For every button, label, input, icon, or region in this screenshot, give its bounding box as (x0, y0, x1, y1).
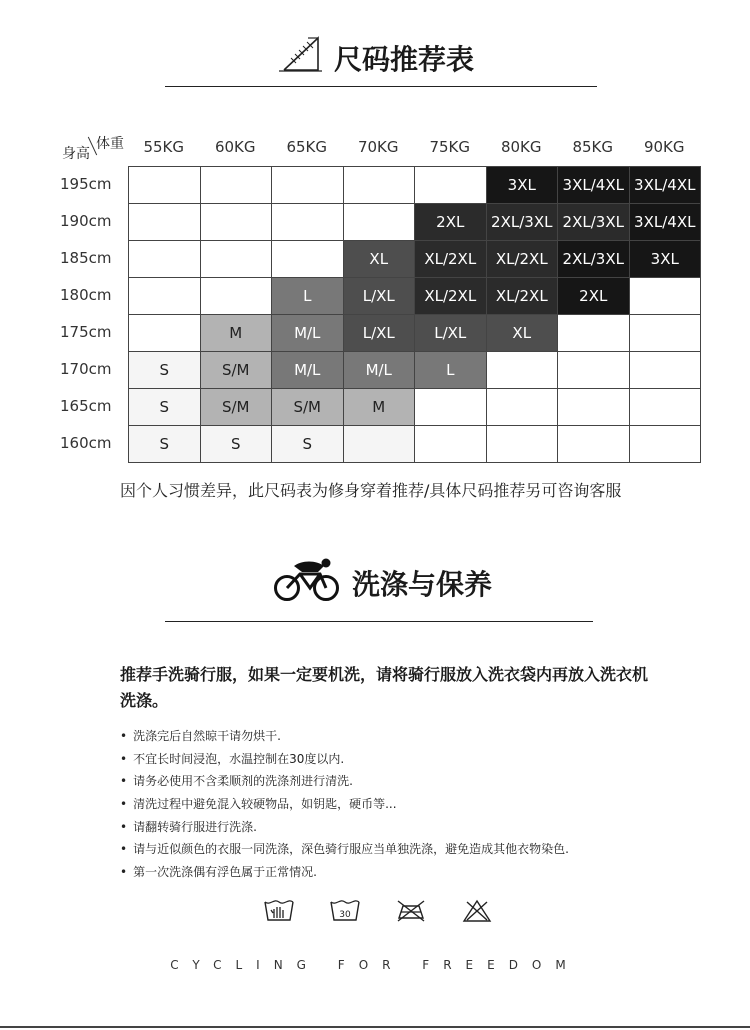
size-cell-label: 2XL/3XL (491, 213, 553, 231)
size-cell (415, 389, 487, 426)
weight-header: 70KG (357, 138, 399, 156)
footer-slogan: CYCLING FOR FREEDOM (170, 958, 580, 972)
size-cell (272, 352, 344, 389)
size-cell (201, 315, 273, 352)
size-cell (201, 389, 273, 426)
size-cell (487, 241, 559, 278)
size-cell-label: M/L (365, 361, 392, 379)
size-cell (129, 278, 201, 315)
size-cell (415, 315, 487, 352)
size-cell (344, 278, 416, 315)
size-cell (272, 167, 344, 204)
size-cell-label: 2XL/3XL (562, 213, 624, 231)
height-header: 190cm (60, 212, 112, 230)
size-cell-label: 3XL/4XL (634, 176, 696, 194)
wash-30-icon (328, 898, 362, 924)
size-cell-label: XL/2XL (495, 250, 548, 268)
height-header: 170cm (60, 360, 112, 378)
size-cell (344, 426, 416, 463)
title-divider (165, 86, 597, 87)
height-header: 185cm (60, 249, 112, 267)
size-cell-label: XL/2XL (424, 287, 477, 305)
size-cell (558, 352, 630, 389)
size-cell (415, 241, 487, 278)
corner-weight-label: 体重 (96, 136, 124, 152)
size-cell (630, 426, 702, 463)
size-cell (415, 426, 487, 463)
size-cell (630, 204, 702, 241)
size-cell-label: L/XL (362, 287, 395, 305)
weight-header: 85KG (572, 138, 614, 156)
size-cell (344, 241, 416, 278)
weight-header: 55KG (143, 138, 185, 156)
size-cell (630, 167, 702, 204)
size-cell (272, 315, 344, 352)
size-cell-label: 3XL (507, 176, 536, 194)
size-cell (630, 315, 702, 352)
size-cell (201, 278, 273, 315)
size-cell (201, 167, 273, 204)
care-bullet-item: • 不宜长时间浸泡，水温控制在30度以内. (120, 748, 569, 771)
size-cell (129, 389, 201, 426)
bottom-border (0, 1026, 750, 1028)
size-cell (415, 352, 487, 389)
size-cell (129, 204, 201, 241)
size-cell (272, 204, 344, 241)
size-cell (558, 167, 630, 204)
size-cell (129, 352, 201, 389)
wash-30-label: 30 (339, 910, 351, 920)
size-cell (344, 167, 416, 204)
height-header: 160cm (60, 434, 112, 452)
height-header: 175cm (60, 323, 112, 341)
size-cell (201, 426, 273, 463)
size-cell-label: XL (369, 250, 389, 268)
weight-header: 60KG (214, 138, 256, 156)
no-tumble-dry-icon (394, 898, 428, 924)
size-cell (558, 204, 630, 241)
size-cell (129, 241, 201, 278)
size-cell (487, 352, 559, 389)
size-cell-label: S/M (221, 398, 250, 416)
care-bullet-item: • 请务必使用不含柔顺剂的洗涤剂进行清洗. (120, 770, 569, 793)
size-chart (60, 132, 710, 462)
cyclist-icon (272, 556, 342, 609)
size-cell-label: M/L (294, 361, 321, 379)
size-cell-label: L (303, 287, 312, 305)
care-bullet-item: • 洗涤完后自然晾干请勿烘干. (120, 725, 569, 748)
size-cell (201, 352, 273, 389)
size-cell (487, 389, 559, 426)
size-cell (344, 315, 416, 352)
no-bleach-icon (460, 898, 494, 924)
size-cell-label: 3XL/4XL (562, 176, 624, 194)
size-cell (272, 426, 344, 463)
size-cell-label: S (302, 435, 313, 453)
size-cell (487, 204, 559, 241)
size-cell-label: M/L (294, 324, 321, 342)
size-grid (128, 166, 701, 463)
size-cell (558, 389, 630, 426)
size-cell-label: M (229, 324, 243, 342)
size-cell (344, 352, 416, 389)
height-header: 180cm (60, 286, 112, 304)
size-cell (415, 167, 487, 204)
size-cell (558, 278, 630, 315)
size-cell (630, 278, 702, 315)
care-bullet-item: • 第一次洗涤偶有浮色属于正常情况. (120, 861, 569, 884)
size-cell (344, 204, 416, 241)
size-cell-label: L/XL (434, 324, 467, 342)
size-cell-label: 3XL (650, 250, 679, 268)
size-cell-label: 2XL (579, 287, 608, 305)
size-cell (415, 204, 487, 241)
size-cell (630, 352, 702, 389)
size-cell-label: S/M (293, 398, 322, 416)
size-cell-label: 2XL (436, 213, 465, 231)
size-cell-label: 2XL/3XL (562, 250, 624, 268)
care-bullet-item: • 清洗过程中避免混入较硬物品，如钥匙，硬币等... (120, 793, 569, 816)
size-cell-label: L/XL (362, 324, 395, 342)
corner-header (60, 132, 128, 162)
size-cell (558, 426, 630, 463)
corner-height-label: 身高 (62, 146, 90, 162)
size-cell (272, 278, 344, 315)
size-cell (630, 389, 702, 426)
size-cell (630, 241, 702, 278)
size-chart-title: 尺码推荐表 (334, 42, 475, 76)
size-cell-label: L (446, 361, 455, 379)
care-lead: 推荐手洗骑行服，如果一定要机洗，请将骑行服放入洗衣袋内再放入洗衣机洗涤。 (120, 665, 649, 710)
size-cell (129, 315, 201, 352)
hand-wash-icon (262, 898, 296, 924)
size-cell-label: S (159, 361, 170, 379)
care-title-block (272, 556, 492, 609)
size-cell (344, 389, 416, 426)
size-cell-label: XL/2XL (495, 287, 548, 305)
size-cell-label: S (159, 398, 170, 416)
size-cell (487, 278, 559, 315)
size-cell (558, 241, 630, 278)
ruler-triangle-icon (278, 34, 324, 81)
size-cell (487, 315, 559, 352)
size-cell-label: S (230, 435, 241, 453)
size-cell (129, 426, 201, 463)
care-title: 洗涤与保养 (352, 567, 493, 601)
size-cell (129, 167, 201, 204)
size-cell (272, 241, 344, 278)
weight-header: 90KG (643, 138, 685, 156)
weight-header: 75KG (429, 138, 471, 156)
care-icons (262, 898, 494, 924)
size-cell-label: S/M (221, 361, 250, 379)
size-cell-label: XL/2XL (424, 250, 477, 268)
size-cell (487, 167, 559, 204)
size-cell (201, 204, 273, 241)
height-header: 165cm (60, 397, 112, 415)
care-bullet-item: • 请与近似颜色的衣服一同洗涤，深色骑行服应当单独洗涤，避免造成其他衣物染色. (120, 838, 569, 861)
size-cell (415, 278, 487, 315)
size-cell-label: XL (512, 324, 532, 342)
height-header: 195cm (60, 175, 112, 193)
weight-header: 80KG (500, 138, 542, 156)
size-chart-title-block (278, 34, 474, 81)
size-chart-note: 因个人习惯差异，此尺码表为修身穿着推荐/具体尺码推荐另可咨询客服 (120, 481, 622, 500)
care-bullets (120, 725, 569, 884)
weight-header: 65KG (286, 138, 328, 156)
size-cell-label: M (372, 398, 386, 416)
size-cell (487, 426, 559, 463)
size-cell-label: 3XL/4XL (634, 213, 696, 231)
care-bullet-item: • 请翻转骑行服进行洗涤. (120, 816, 569, 839)
size-cell-label: S (159, 435, 170, 453)
size-cell (201, 241, 273, 278)
size-cell (558, 315, 630, 352)
size-cell (272, 389, 344, 426)
care-divider (165, 621, 593, 622)
